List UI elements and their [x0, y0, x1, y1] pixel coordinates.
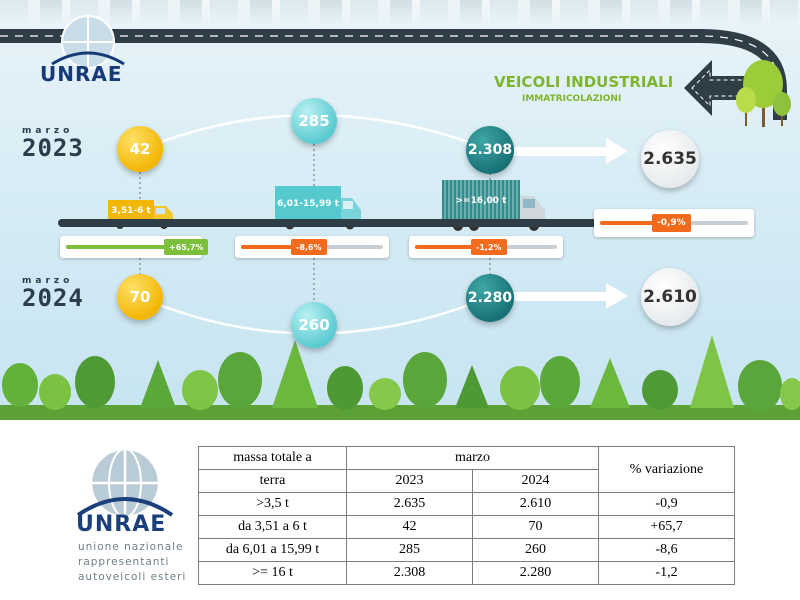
variation-bar-total	[594, 209, 754, 237]
circle-heavy-2024: 2.280	[466, 274, 514, 322]
table-row	[199, 493, 735, 516]
arrow-total-2024	[514, 283, 628, 309]
variation-bar-medium	[235, 236, 389, 258]
cell-2023: 285	[347, 539, 473, 562]
truck-label-light: 3,51-6 t	[111, 206, 151, 216]
tagline-line-2: rappresentanti	[78, 556, 170, 568]
arrow-total-2023	[514, 138, 628, 164]
infographic-title: VEICOLI INDUSTRIALI	[494, 73, 674, 91]
cell-2024: 2.610	[473, 493, 599, 516]
circle-total-2024: 2.610	[641, 268, 699, 326]
brand-logo-text-large: UNRAE	[76, 512, 167, 537]
cell-mass: >= 16 t	[199, 562, 347, 585]
table-row	[199, 562, 735, 585]
circle-light-2023: 42	[117, 126, 163, 172]
header-year-2023: 2023	[347, 470, 473, 493]
circle-heavy-2023: 2.308	[466, 126, 514, 174]
cell-mass: da 6,01 a 15,99 t	[199, 539, 347, 562]
brand-logo-text: UNRAE	[40, 62, 123, 86]
truck-label-heavy: >=16,00 t	[455, 196, 507, 206]
cell-variation: +65,7	[599, 516, 735, 539]
registrations-table	[198, 446, 735, 585]
tagline-line-1: unione nazionale	[78, 541, 184, 553]
tagline-line-3: autoveicoli esteri	[78, 571, 187, 583]
cell-2024: 2.280	[473, 562, 599, 585]
table-header-row	[199, 447, 735, 470]
circle-total-2023: 2.635	[641, 130, 699, 188]
cell-variation: -0,9	[599, 493, 735, 516]
cell-mass: >3,5 t	[199, 493, 347, 516]
variation-label: +65,7%	[164, 239, 208, 255]
cell-mass: da 3,51 a 6 t	[199, 516, 347, 539]
circle-medium-2023: 285	[291, 98, 337, 144]
header-mass-line2: terra	[199, 470, 347, 493]
table-row	[199, 516, 735, 539]
header-variation: % variazione	[599, 447, 735, 493]
variation-fill	[415, 245, 479, 249]
infographic-subtitle: IMMATRICOLAZIONI	[522, 94, 622, 104]
year-number: 2024	[22, 284, 84, 312]
cell-2023: 2.308	[347, 562, 473, 585]
month-label: marzo	[22, 276, 74, 286]
header-mass: massa totale a	[199, 447, 347, 470]
variation-label: -8,6%	[291, 239, 327, 255]
variation-label: -1,2%	[471, 239, 507, 255]
variation-label: -0,9%	[652, 214, 691, 232]
circle-light-2024: 70	[117, 274, 163, 320]
truck-label-medium: 6,01-15,99 t	[277, 199, 339, 209]
variation-bar-light	[60, 236, 202, 258]
header-month: marzo	[347, 447, 599, 470]
cell-variation: -8,6	[599, 539, 735, 562]
forest-background-icon	[0, 335, 800, 420]
road	[58, 219, 678, 227]
year-label-2024	[22, 276, 84, 310]
year-label-2023	[22, 126, 84, 160]
variation-bar-heavy	[409, 236, 563, 258]
header-year-2024: 2024	[473, 470, 599, 493]
cell-variation: -1,2	[599, 562, 735, 585]
table-row	[199, 539, 735, 562]
cell-2023: 42	[347, 516, 473, 539]
cell-2024: 260	[473, 539, 599, 562]
cell-2024: 70	[473, 516, 599, 539]
circle-medium-2024: 260	[291, 302, 337, 348]
cell-2023: 2.635	[347, 493, 473, 516]
year-number: 2023	[22, 134, 84, 162]
month-label: marzo	[22, 126, 74, 136]
